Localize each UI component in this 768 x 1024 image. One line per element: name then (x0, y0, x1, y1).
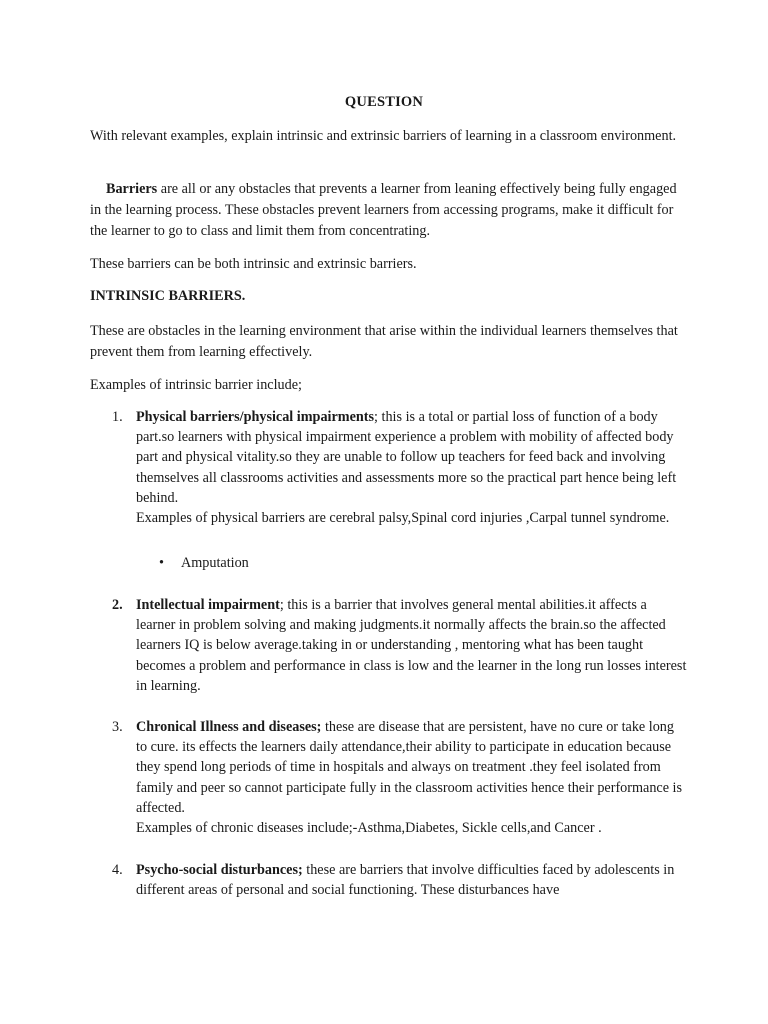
item-term: Physical barriers/physical impairments (136, 409, 375, 425)
bullet-dot-icon: • (159, 555, 164, 571)
item-text: ; this is a barrier that involves general mental abilities.it affects a learner in problem solving and making judgments.it normally affects the brain.so the affected learners IQ is below average.taking in or understanding , mentoring what has been taught becomes a problem and performance in class is low and the learner in the long run losses interest in learning. (136, 597, 687, 694)
bullet-item (159, 553, 249, 573)
list-item-3 (112, 717, 687, 838)
item-number: 3. (112, 719, 123, 735)
item-term: Chronical Illness and diseases; (136, 719, 322, 735)
item-text: these are barriers that involve difficulties faced by adolescents in different areas of personal and social functioning. These disturbances have (136, 862, 675, 899)
list-item-2 (112, 595, 687, 696)
page-title: QUESTION (344, 94, 424, 110)
intrinsic-heading: INTRINSIC BARRIERS. (90, 288, 246, 304)
item-term: Intellectual impairment (136, 597, 280, 613)
item-number: 2. (112, 597, 123, 613)
list-item-1 (112, 407, 687, 528)
barriers-intro-text: are all or any obstacles that prevents a learner from leaning effectively being fully engaged in the learning process. These obstacles prevent learners from accessing programs, make it difficult for the learner to go to class and limit them from concentrating. (90, 181, 677, 239)
list-item-4 (112, 860, 687, 900)
item-number: 4. (112, 862, 123, 878)
question-text: With relevant examples, explain intrinsic and extrinsic barriers of learning in a classroom environment. (90, 128, 677, 144)
barriers-term: Barriers (106, 181, 158, 197)
bullet-text: Amputation (181, 555, 249, 571)
barriers-types: These barriers can be both intrinsic and extrinsic barriers. (90, 256, 417, 272)
item-term: Psycho-social disturbances; (136, 862, 303, 878)
item-examples: Examples of physical barriers are cerebral palsy,Spinal cord injuries ,Carpal tunnel syndrome. (136, 510, 670, 527)
item-text: ; this is a total or partial loss of function of a body part.so learners with physical impairment experience a problem with mobility of affected body part and physical vitality.so they are unable to follow up teachers for feed back and involving themselves all classrooms activities and assessments more so the practical part hence being left behind. (136, 409, 677, 506)
item-examples: Examples of chronic diseases include;-Asthma,Diabetes, Sickle cells,and Cancer . (136, 820, 602, 837)
item-text: these are disease that are persistent, have no cure or take long to cure. its effects the learners daily attendance,their ability to participate in education because they spend long periods of time in hospitals and always on treatment .they feel isolated from family and peer so cannot participate fully in the classroom activities hence their performance is affected. (136, 719, 683, 816)
item-number: 1. (112, 409, 123, 425)
examples-intro: Examples of intrinsic barrier include; (90, 377, 302, 393)
intrinsic-definition: These are obstacles in the learning environment that arise within the individual learners themselves that prevent them from learning effectively. (90, 323, 678, 360)
barriers-intro (90, 179, 680, 241)
